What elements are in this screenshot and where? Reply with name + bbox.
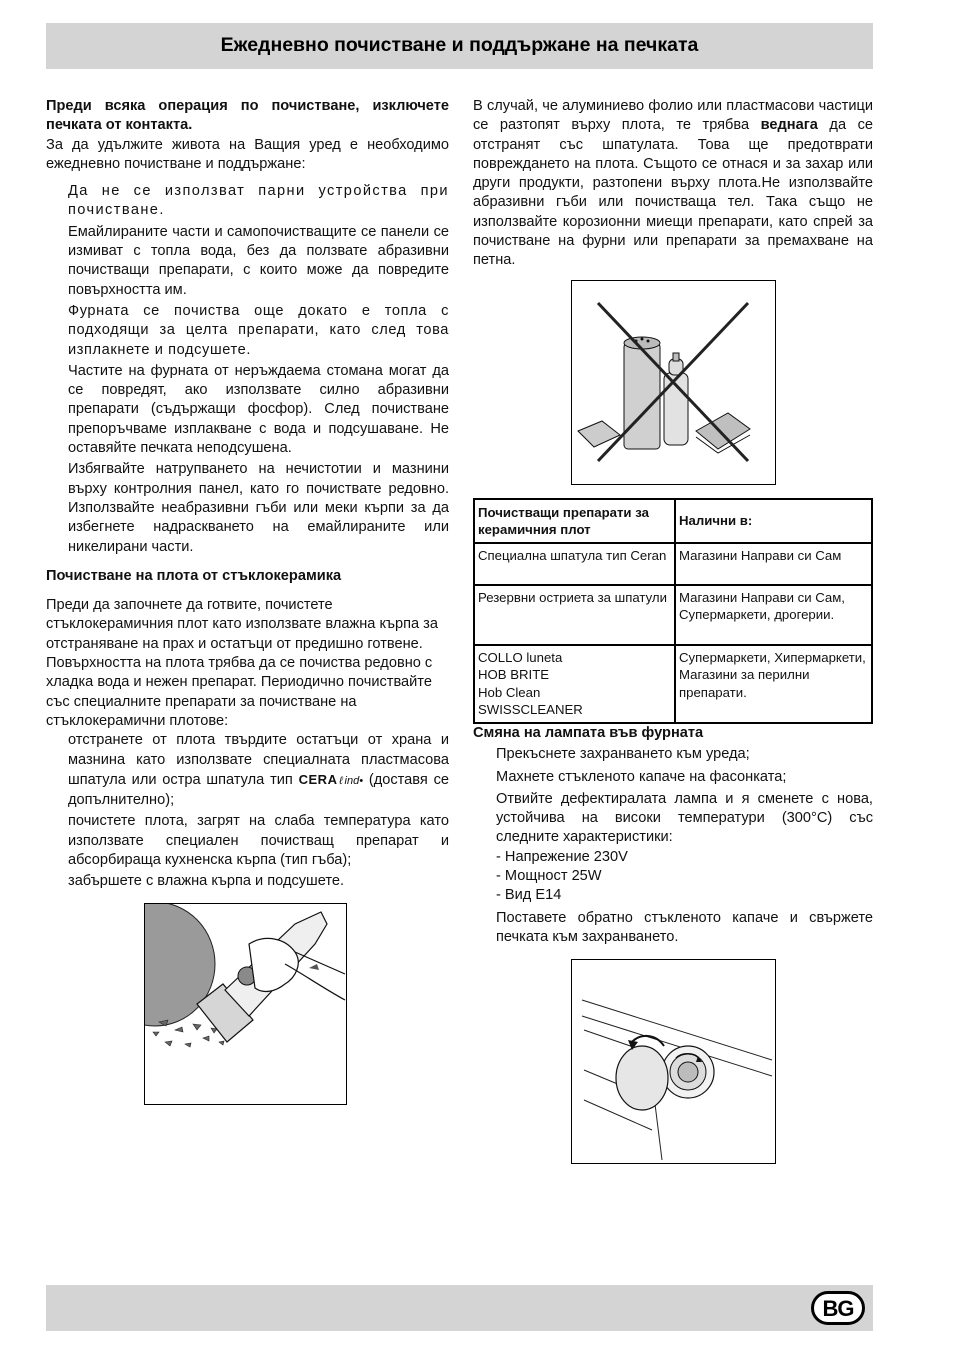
forbidden-cleaners-illustration: [571, 280, 776, 485]
cera-script-icon: ℓind•: [337, 774, 364, 787]
lamp-spec: - Вид E14: [496, 887, 562, 904]
maintenance-item: Емайлираните части и самопочистващите се панели се измиват с топла вода, без да ползвате абразивни почистващи препарати, с които може да повредите повърхността им.: [68, 223, 449, 298]
foil-text-part: да се отстранят със шпатулата. Това ще предотврати повреждането на плота. Същото се отнася и за захар или други продукти, разтопени върху плота.Не използвайте абразивни гъби или почистваща тел. Така също не използвайте корозионни миещи препарати, като спрей за почистване на фурни или препарати за премахване на петна.: [473, 117, 873, 269]
lamp-step: Отвийте дефектиралата лампа и я сменете с нова, устойчива на високи температури (300°C) със следните характеристики:: [496, 790, 873, 846]
glass-step-text: отстранете от плота твърдите остатъци от храна и мазнина като използвате специалната пластмасова шпатула или остра шпатула тип: [68, 732, 449, 788]
cera-logo: CERA: [298, 771, 338, 787]
table-cell: Магазини Направи си Сам, Супермаркети, дрогерии.: [675, 585, 872, 645]
intro-text: За да удължите живота на Ващия уред е необходимо ежедневно почистване и поддържане:: [46, 136, 449, 172]
maintenance-item: Фурната се почиства още докато е топла с подходящи за целта препарати, като след това изплакнете и подсушете.: [68, 302, 449, 358]
lamp-replacement-illustration: [571, 959, 776, 1164]
lamp-steps: [473, 745, 873, 947]
glass-steps: [46, 731, 449, 891]
table-row: [474, 543, 872, 585]
foil-text-part: В случай, че алуминиево фолио или пластмасови частици се разтопят върху плота, те трябва: [473, 98, 873, 134]
foil-text-bold: веднага: [760, 117, 818, 134]
forbidden-cleaners-drawing: [572, 281, 775, 484]
maintenance-item: Частите на фурната от неръждаема стомана могат да се повредят, ако използвате силно абразивни препарати (съдържащи фосфор). След почистване препоръчваме изплакване с вода и подсушаване. Не оставяйте печката неподсушена.: [68, 362, 449, 457]
lamp-drawing: [572, 960, 775, 1163]
lamp-spec: - Напрежение 230V: [496, 848, 628, 865]
table-header-row: [474, 499, 872, 543]
table-cell: COLLO luneta HOB BRITE Hob Clean SWISSCLEANER: [474, 645, 675, 723]
table-cell: Магазини Направи си Сам: [675, 543, 872, 585]
maintenance-item: Да не се използват парни устройства при почистване.: [68, 183, 449, 219]
lamp-step: Поставете обратно стъкленото капаче и свържете печката към захранването.: [496, 909, 873, 945]
language-badge: BG: [811, 1291, 865, 1325]
table-cell: Супермаркети, Хипермаркети, Магазини за перилни препарати.: [675, 645, 872, 723]
lamp-step: Прекъснете захранването към уреда;: [496, 746, 750, 763]
table-header-cell: Почистващи препарати за керамичния плот: [474, 499, 675, 543]
lamp-heading: Смяна на лампата във фурната: [473, 725, 704, 741]
glass-ceramic-text: Преди да започнете да готвите, почистете стъклокерамичния плот като използвате влажна кърпа за отстраняване на прах и остатъци от предишно готвене. Повърхността на плота трябва да се почиства редовно с хладка вода и нежен препарат. Периодично почиствайте със специалните препарати за почистване на стъклокерамични плотове:: [46, 597, 438, 729]
maintenance-list: [46, 182, 449, 557]
scraper-illustration: [144, 903, 347, 1105]
cleaners-table: [473, 498, 873, 724]
table-row: [474, 645, 872, 723]
glass-step: почистете плота, загрят на слаба температура като използвате специален почистващ препарат и абсорбираща кухненска кърпа (тип гъба);: [68, 813, 449, 868]
table-row: [474, 585, 872, 645]
header-bar: [46, 23, 873, 69]
glass-step: [68, 731, 449, 810]
glass-step: забършете с влажна кърпа и подсушете.: [68, 873, 345, 890]
scraper-drawing: [145, 904, 346, 1104]
lamp-section: [473, 724, 873, 947]
footer-bar: [46, 1285, 873, 1331]
page-title: Ежедневно почистване и поддържане на печката: [220, 34, 699, 56]
maintenance-item: Избягвайте натрупването на нечистотии и мазнини върху контролния панел, като го почиствате редовно. Използвайте неабразивни гъби или меки кърпи за да избегнете надраскването на емайлираните или никелирани части.: [68, 461, 449, 555]
table-header-cell: Налични в:: [675, 499, 872, 543]
table-cell: Резервни остриета за шпатули: [474, 585, 675, 645]
lamp-step: Махнете стъкленото капаче на фасонката;: [496, 768, 787, 785]
glass-ceramic-heading: Почистване на плота от стъклокерамика: [46, 567, 342, 584]
glass-step-note: (доставя се допълнително);: [68, 771, 449, 809]
lamp-spec: - Мощност 25W: [496, 868, 602, 885]
right-column: [473, 97, 873, 271]
safety-warning: Преди всяка операция по почистване, изключете печката от контакта.: [46, 98, 449, 134]
foil-warning-text: [473, 97, 873, 271]
left-column: [46, 97, 449, 894]
table-cell: Специална шпатула тип Ceran: [474, 543, 675, 585]
